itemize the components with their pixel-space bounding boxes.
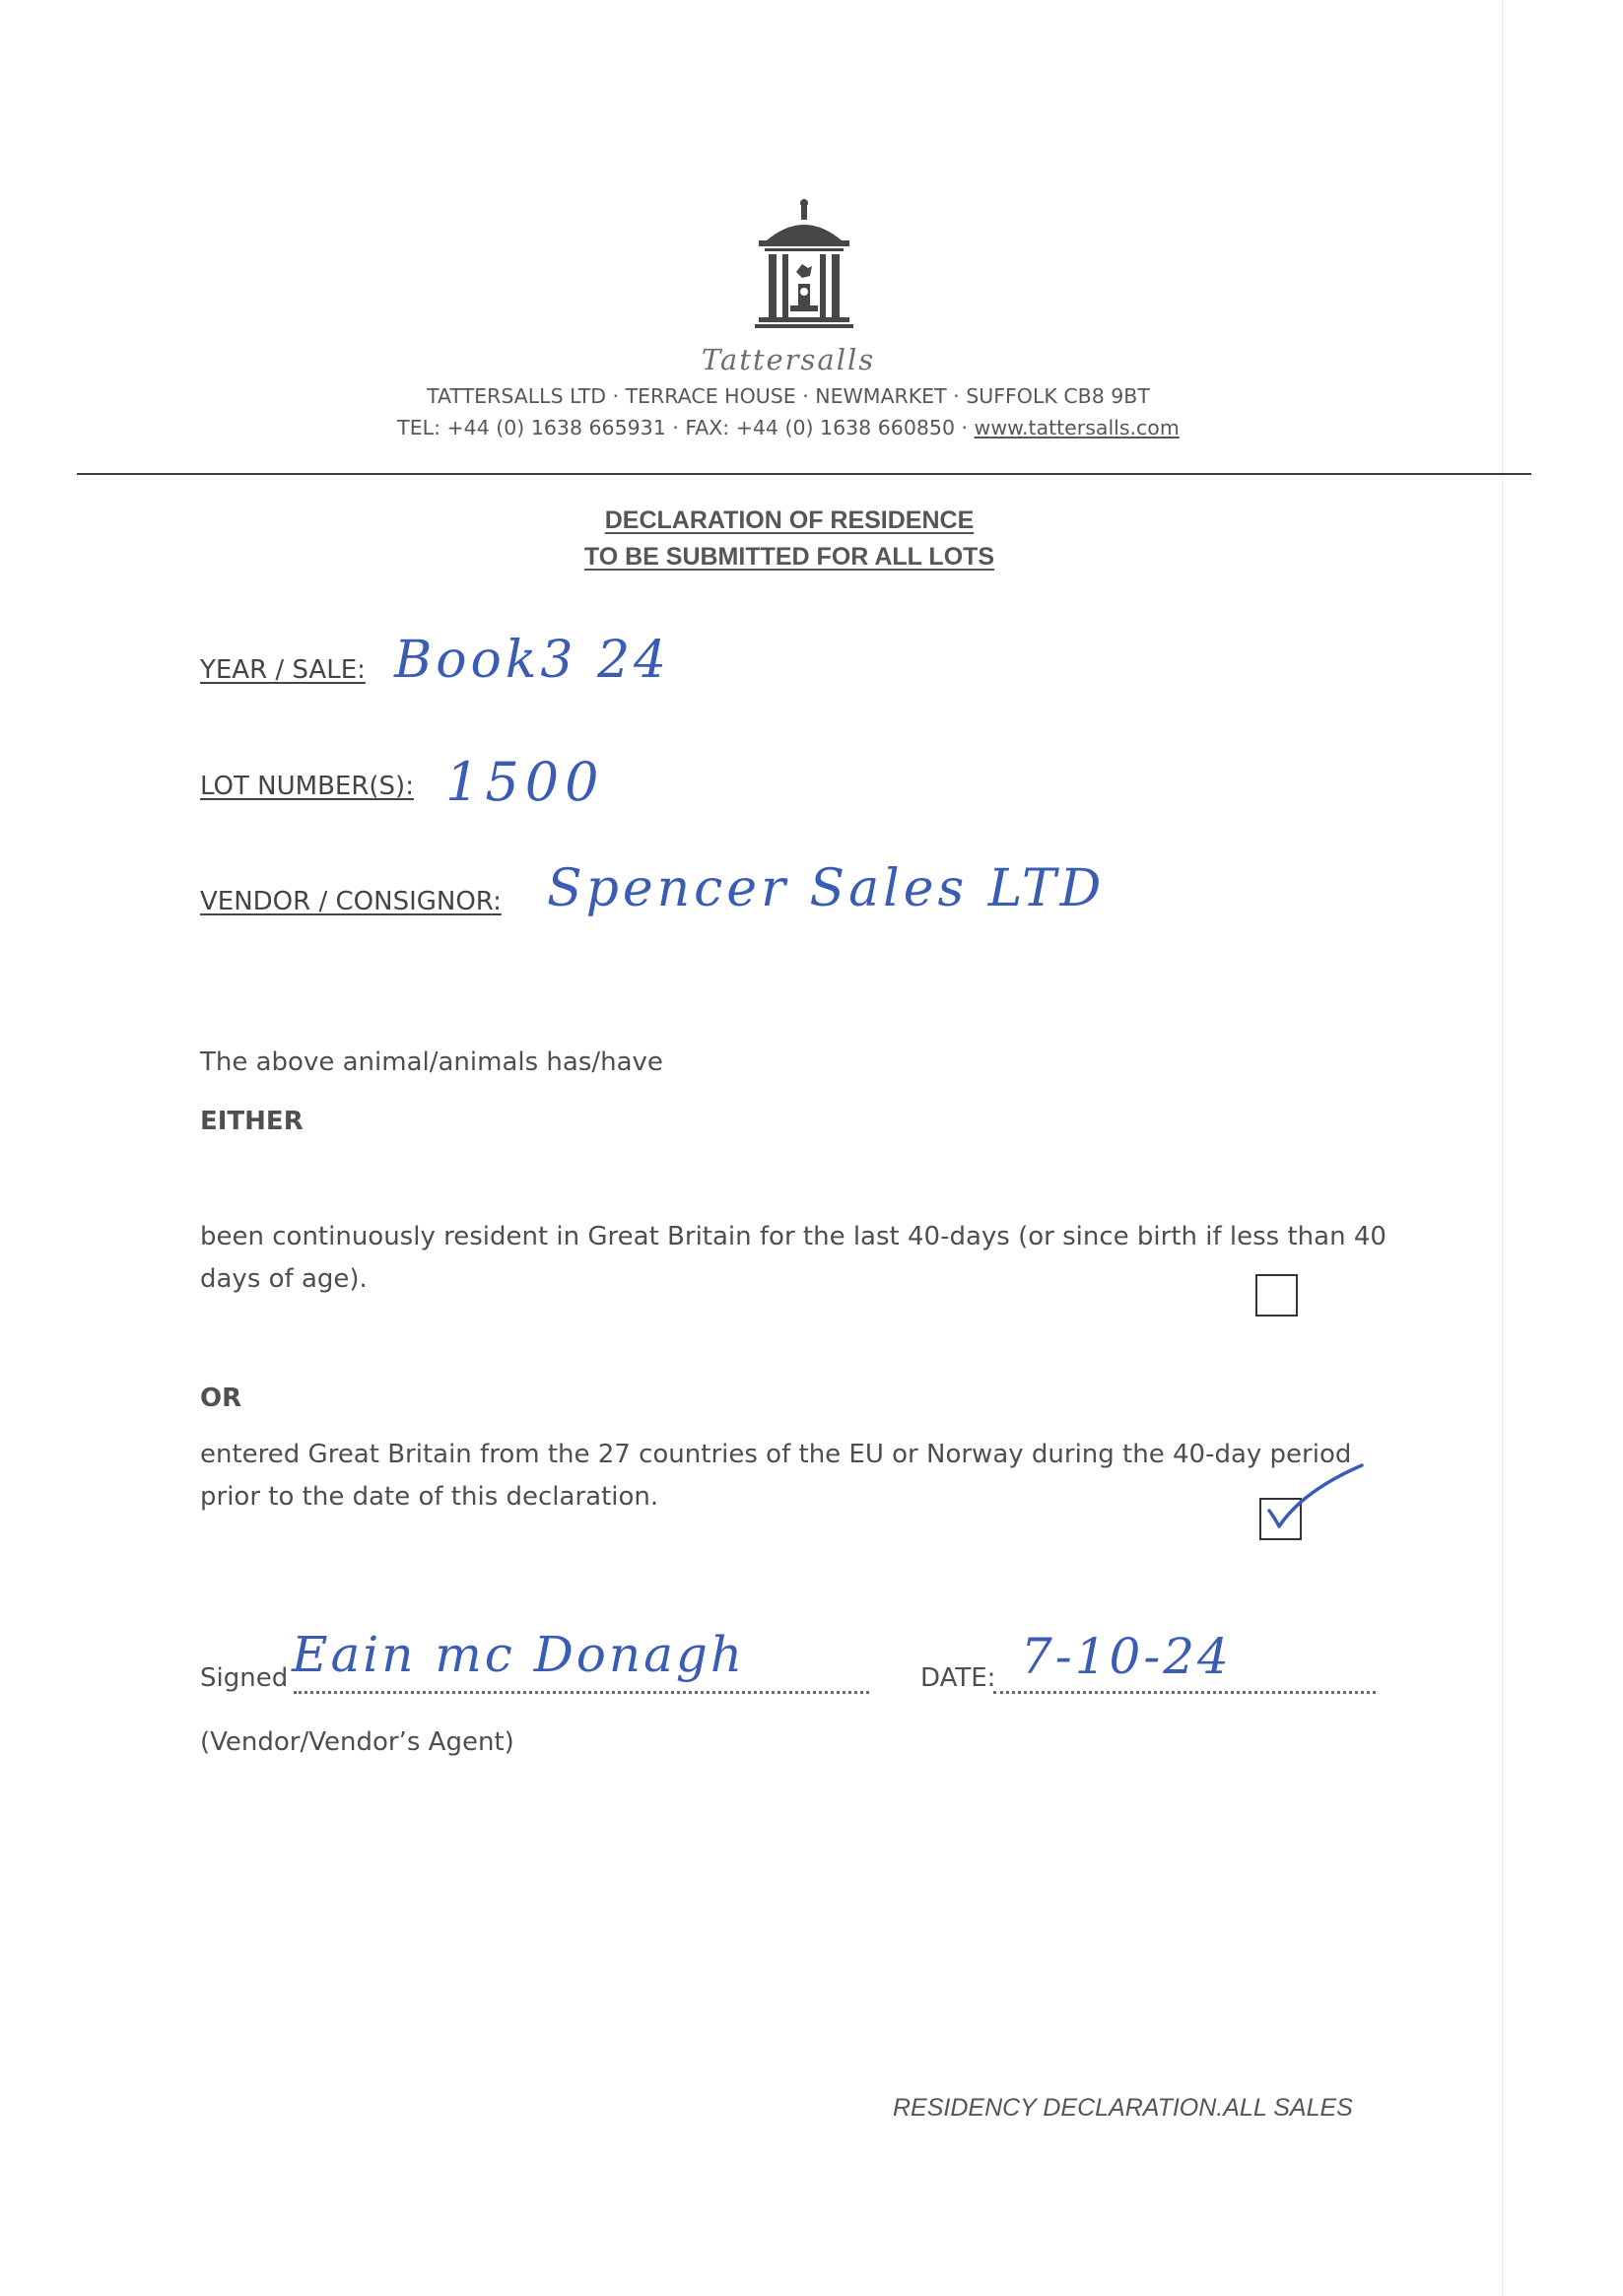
signer-role: (Vendor/Vendor’s Agent) xyxy=(200,1727,514,1757)
date-value[interactable]: 7-10-24 xyxy=(1021,1628,1232,1685)
intro-text: The above animal/animals has/have xyxy=(200,1047,663,1077)
signature-value[interactable]: Eain mc Donagh xyxy=(292,1626,746,1683)
lot-number-value[interactable]: 1500 xyxy=(445,751,605,813)
contact-numbers: TEL: +44 (0) 1638 665931 · FAX: +44 (0) 1638 660850 · xyxy=(397,416,975,439)
either-keyword: EITHER xyxy=(200,1107,304,1136)
signature-line xyxy=(294,1687,869,1694)
company-address: TATTERSALLS LTD · TERRACE HOUSE · NEWMARKET · SUFFOLK CB8 9BT xyxy=(427,384,1150,408)
date-label: DATE: xyxy=(920,1663,996,1693)
or-keyword: OR xyxy=(200,1384,242,1413)
form-reference: RESIDENCY DECLARATION.ALL SALES xyxy=(893,2094,1353,2122)
brand-name: Tattersalls xyxy=(701,343,876,376)
year-sale-label: YEAR / SALE: xyxy=(200,655,366,685)
website-link[interactable]: www.tattersalls.com xyxy=(974,416,1180,439)
tattersalls-logo xyxy=(745,195,863,343)
option2-text-line1: entered Great Britain from the 27 countries of the EU or Norway during the 40-day period xyxy=(200,1440,1352,1469)
vendor-value[interactable]: Spencer Sales LTD xyxy=(547,859,1106,918)
form-title: DECLARATION OF RESIDENCE xyxy=(604,506,975,534)
company-contact xyxy=(0,416,1577,439)
signed-label: Signed xyxy=(200,1663,289,1693)
option1-text-line2: days of age). xyxy=(200,1264,368,1294)
option1-checkbox[interactable] xyxy=(1255,1274,1298,1317)
form-subtitle: TO BE SUBMITTED FOR ALL LOTS xyxy=(583,543,995,571)
option1-text-line1: been continuously resident in Great Britain for the last 40-days (or since birth if less than 40 xyxy=(200,1222,1386,1251)
header-divider xyxy=(77,473,1531,475)
date-line xyxy=(993,1687,1376,1694)
year-sale-value[interactable]: Book3 24 xyxy=(394,631,671,690)
option2-text-line2: prior to the date of this declaration. xyxy=(200,1482,659,1512)
vendor-label: VENDOR / CONSIGNOR: xyxy=(200,887,502,916)
lot-number-label: LOT NUMBER(S): xyxy=(200,772,414,801)
checkmark-icon xyxy=(1251,1461,1370,1550)
